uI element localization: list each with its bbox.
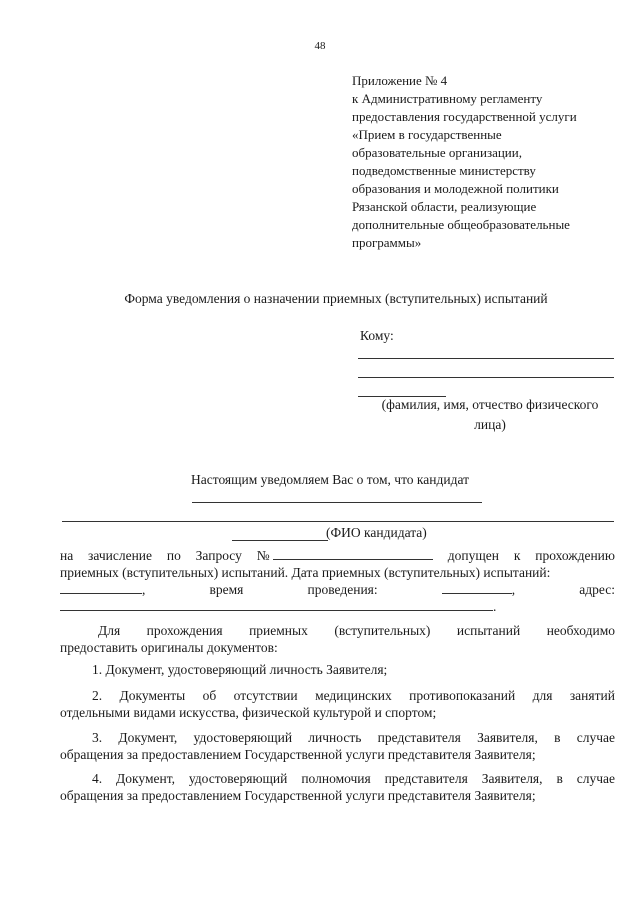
word: к bbox=[513, 548, 521, 563]
appendix-line: к Административному регламенту bbox=[352, 91, 543, 106]
word: противопоказаний bbox=[409, 688, 516, 703]
notice-line-1 bbox=[60, 547, 615, 564]
document-item-4 bbox=[60, 770, 615, 804]
word: Запросу bbox=[195, 548, 242, 563]
document-item-1 bbox=[60, 661, 615, 678]
word: полномочия bbox=[301, 771, 371, 786]
documents-intro-line-1 bbox=[60, 622, 615, 639]
word: медицинских bbox=[315, 688, 392, 703]
period: . bbox=[493, 599, 497, 614]
number-sign: № bbox=[256, 548, 270, 563]
request-number-group bbox=[257, 547, 433, 564]
word: испытаний bbox=[456, 623, 521, 638]
recipient-caption-line: лица) bbox=[474, 417, 506, 432]
candidate-line-2[interactable] bbox=[62, 521, 614, 522]
exam-date-field[interactable] bbox=[60, 581, 142, 594]
recipient-line-2[interactable] bbox=[358, 377, 614, 378]
notice-intro: Настоящим уведомляем Вас о том, что кандидат bbox=[190, 472, 470, 487]
notice-line-4 bbox=[60, 598, 615, 615]
word: в bbox=[556, 771, 563, 786]
word: для bbox=[532, 688, 553, 703]
word: Заявителя, bbox=[481, 771, 543, 786]
word: отсутствии bbox=[233, 688, 298, 703]
word: Документ, bbox=[116, 771, 175, 786]
word: необходимо bbox=[546, 623, 615, 638]
document-item-2-line-2: отдельными видами искусства, физической культурой и спортом; bbox=[60, 705, 437, 720]
appendix-line: подведомственные министерству bbox=[352, 163, 536, 178]
document-item-3-line-2: обращения за предоставлением Государственной услуги представителя Заявителя; bbox=[60, 747, 536, 762]
conduct-label: проведения: bbox=[307, 582, 378, 597]
recipient-line-1[interactable] bbox=[358, 358, 614, 359]
exam-time-field[interactable] bbox=[442, 581, 512, 594]
appendix-line: Приложение № 4 bbox=[352, 73, 448, 88]
word: в bbox=[554, 730, 561, 745]
appendix-line: образования и молодежной политики bbox=[352, 181, 559, 196]
document-item-text: 1. Документ, удостоверяющий личность Заявителя; bbox=[92, 662, 388, 677]
word: 2. bbox=[92, 688, 103, 703]
word: удостоверяющий bbox=[193, 730, 293, 745]
address-field[interactable] bbox=[60, 598, 493, 611]
appendix-line: программы» bbox=[352, 235, 422, 250]
word: личность bbox=[308, 730, 362, 745]
candidate-caption: (ФИО кандидата) bbox=[326, 525, 427, 540]
form-title-text: Форма уведомления о назначении приемных (вступительных) испытаний bbox=[124, 291, 548, 306]
word: занятий bbox=[569, 688, 615, 703]
word: прохождения bbox=[146, 623, 223, 638]
word: Документ, bbox=[118, 730, 178, 745]
appendix-header bbox=[352, 72, 622, 252]
comma: , bbox=[142, 582, 146, 597]
word: приемных bbox=[249, 623, 308, 638]
word: удостоверяющий bbox=[188, 771, 288, 786]
comma: , bbox=[511, 582, 516, 597]
request-number-field[interactable] bbox=[273, 547, 433, 560]
word: представителя bbox=[377, 730, 461, 745]
word: случае bbox=[576, 730, 615, 745]
word: Заявителя, bbox=[477, 730, 538, 745]
candidate-line-1[interactable] bbox=[192, 502, 482, 503]
word: случае bbox=[576, 771, 615, 786]
word: допущен bbox=[447, 548, 499, 563]
time-label: время bbox=[209, 582, 244, 597]
document-item-2 bbox=[60, 687, 615, 721]
word: 4. bbox=[92, 771, 103, 786]
appendix-line: предоставления государственной услуги bbox=[352, 109, 577, 124]
form-title bbox=[0, 291, 640, 307]
document-item-3 bbox=[60, 729, 615, 763]
word: 3. bbox=[92, 730, 103, 745]
documents-intro-line-2: предоставить оригиналы документов: bbox=[60, 640, 278, 655]
notice-paragraph bbox=[60, 547, 615, 615]
recipient-label: Кому: bbox=[360, 328, 394, 343]
word: зачисление bbox=[88, 548, 153, 563]
word: Для bbox=[98, 623, 121, 638]
word: Документы bbox=[119, 688, 186, 703]
appendix-line: дополнительные общеобразовательные bbox=[352, 217, 570, 232]
word: на bbox=[60, 548, 74, 563]
word: прохождению bbox=[535, 548, 615, 563]
word: по bbox=[166, 548, 181, 563]
recipient-caption bbox=[355, 395, 625, 435]
appendix-line: «Прием в государственные bbox=[352, 127, 502, 142]
candidate-line-3[interactable] bbox=[232, 540, 328, 541]
appendix-line: образовательные организации, bbox=[352, 145, 522, 160]
notice-line-2: приемных (вступительных) испытаний. Дата приемных (вступительных) испытаний: bbox=[60, 565, 551, 580]
document-item-4-line-1 bbox=[60, 770, 615, 787]
appendix-line: Рязанской области, реализующие bbox=[352, 199, 537, 214]
document-item-4-line-2: обращения за предоставлением Государственной услуги представителя Заявителя; bbox=[60, 788, 536, 803]
notice-line-3 bbox=[60, 581, 615, 598]
word: представителя bbox=[384, 771, 468, 786]
document-item-3-line-1 bbox=[60, 729, 615, 746]
recipient-caption-line: (фамилия, имя, отчество физического bbox=[381, 397, 599, 412]
address-label: адрес: bbox=[579, 582, 615, 597]
page-number: 48 bbox=[314, 40, 326, 52]
word: (вступительных) bbox=[334, 623, 431, 638]
documents-intro bbox=[60, 622, 615, 656]
document-item-2-line-1 bbox=[60, 687, 615, 704]
word: об bbox=[202, 688, 217, 703]
